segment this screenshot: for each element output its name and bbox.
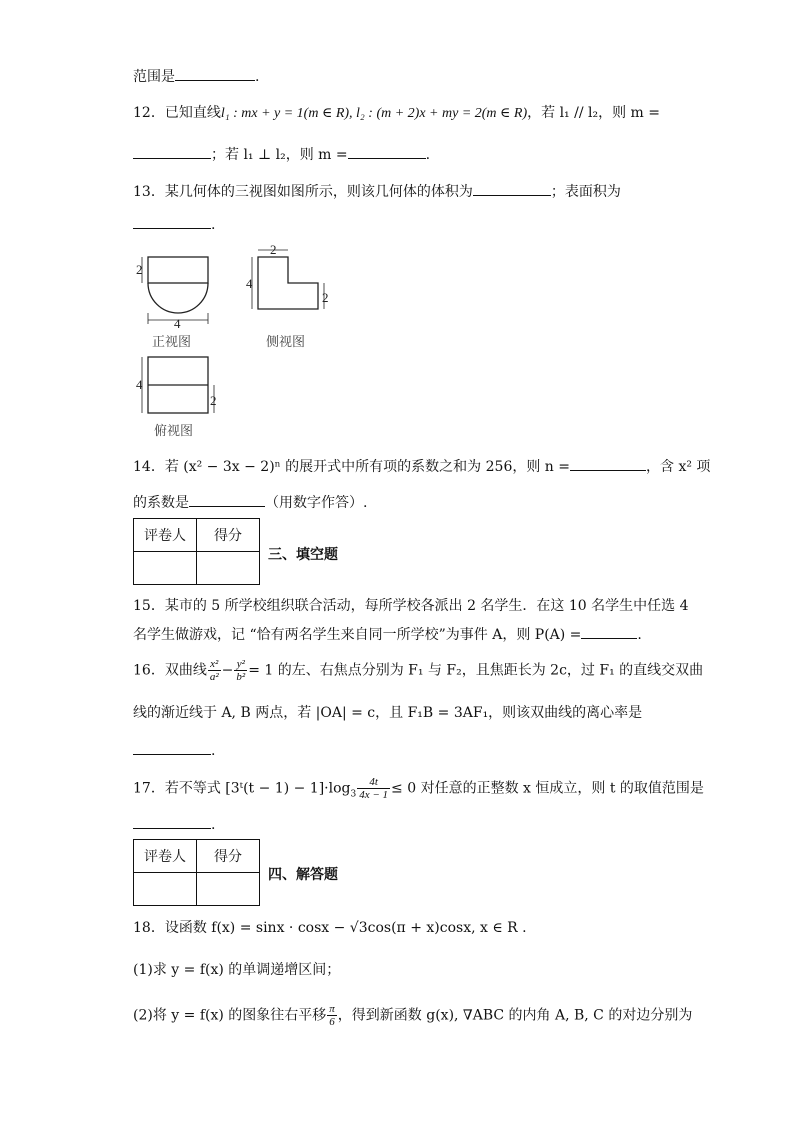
score-box: [133, 839, 260, 906]
q12-line2: ；若 l₁ ⊥ l₂，则 m = .: [133, 144, 430, 165]
front-dim-left: 2: [136, 262, 143, 277]
answer-blank: [348, 144, 426, 159]
score-cell[interactable]: [197, 873, 260, 906]
side-dim-left: 4: [246, 276, 253, 291]
three-view-figure: [128, 240, 338, 440]
q11-tail-line: 范围是 .: [133, 66, 259, 87]
q13-line1: 13．某几何体的三视图如图所示，则该几何体的体积为 ；表面积为: [133, 181, 621, 202]
side-view-label: 侧视图: [266, 335, 306, 350]
grader-cell[interactable]: [134, 552, 197, 585]
top-dim-right: 2: [210, 393, 217, 408]
q12-line1: 12．已知直线l₁ : mx + y = 1(m ∈ R), l₂ : (m + 2)x + my = 2(m ∈ R)，若 l₁ // l₂，则 m =: [133, 105, 660, 121]
top-view: [142, 357, 214, 413]
q16-line1: 16．双曲线 $\frac{\text{x²}}{\text{a²}}$ − $\frac{\text{y²}}{\text{b²}}$ = 1 的左、右焦点分别为 F₁ 与 F₂，且焦距长为 2c，过 F₁ 的直线交双曲: [133, 658, 704, 683]
answer-blank: [570, 456, 646, 471]
q17-line1: 17．若不等式 [3ᵗ(t − $1) - 1]\cdot\log_3$ $\frac{4t}{4x - 1}$ ≤ 0 对任意的正整数 x 恒成立，则 t 的取值范围是: [133, 776, 704, 801]
front-view-label: 正视图: [152, 335, 192, 350]
answer-blank: [175, 66, 255, 81]
answer-blank: [581, 624, 637, 639]
top-dim-left: 4: [136, 377, 143, 392]
score-box-grader: 评卷人: [134, 840, 197, 873]
q14-line1: 14．若 (x² − 3x − 2)ⁿ 的展开式中所有项的系数之和为 256，则 n = ，含 x² 项: [133, 456, 710, 477]
section-title: 三、填空题: [268, 547, 338, 563]
top-view-label: 俯视图: [154, 424, 194, 439]
answer-blank: [133, 740, 211, 755]
q11-tail-text: 范围是: [133, 69, 175, 85]
q16-line3: .: [133, 740, 215, 761]
q17-line2: .: [133, 814, 215, 835]
score-box-score: 得分: [197, 840, 260, 873]
q18-part1: (1)求 y = f(x) 的单调递增区间；: [133, 962, 341, 978]
q16-line2: 线的渐近线于 A, B 两点，若 |OA| = c，且 F₁B = 3AF₁，则该双曲线的离心率是: [133, 705, 643, 721]
score-box-grader: 评卷人: [134, 519, 197, 552]
fraction: $\frac{\text{y²}}{\text{b²}}$: [236, 658, 246, 683]
answer-blank: [189, 492, 265, 507]
q18-part2: (2)将 y = f(x) 的图象往右平移 $\frac{\pi}{6}$ ，得到新函数 g(x), ∇ABC 的内角 A, B, C 的对边分别为: [133, 1003, 693, 1028]
front-dim-bottom: 4: [174, 316, 181, 331]
answer-blank: [133, 814, 211, 829]
answer-blank: [473, 181, 551, 196]
score-box: [133, 518, 260, 585]
score-cell[interactable]: [197, 552, 260, 585]
q14-line2: 的系数是 （用数字作答）.: [133, 492, 367, 513]
side-dim-right: 2: [322, 290, 329, 305]
q12-lines-expr: l₁ : mx + y = 1(m ∈ R), l₂ : (m + 2)x + my = 2(m ∈ R): [220, 106, 528, 121]
grader-cell[interactable]: [134, 873, 197, 906]
q15-line2: 名学生做游戏，记 “恰有两名学生来自同一所学校”为事件 A，则 P(A) = .: [133, 624, 642, 645]
q15-line1: 15．某市的 5 所学校组织联合活动，每所学校各派出 2 名学生．在这 10 名学生中任选 4: [133, 598, 689, 614]
fraction: $\frac{\text{x²}}{\text{a²}}$: [209, 658, 219, 683]
fraction: $\frac{4t}{4x - 1}$: [359, 776, 389, 801]
front-view: [142, 257, 208, 324]
q13-line2: .: [133, 214, 215, 235]
answer-blank: [133, 214, 211, 229]
answer-blank: [133, 144, 211, 159]
fraction: $\frac{\pi}{6}$: [329, 1003, 335, 1028]
side-dim-top: 2: [270, 242, 277, 257]
section-title: 四、解答题: [268, 867, 338, 883]
score-box-score: 得分: [197, 519, 260, 552]
side-view: [252, 250, 324, 309]
q18-line1: 18．设函数 f(x) = sinx · cosx − √3cos(π + x)cosx, x ∈ R .: [133, 920, 527, 936]
